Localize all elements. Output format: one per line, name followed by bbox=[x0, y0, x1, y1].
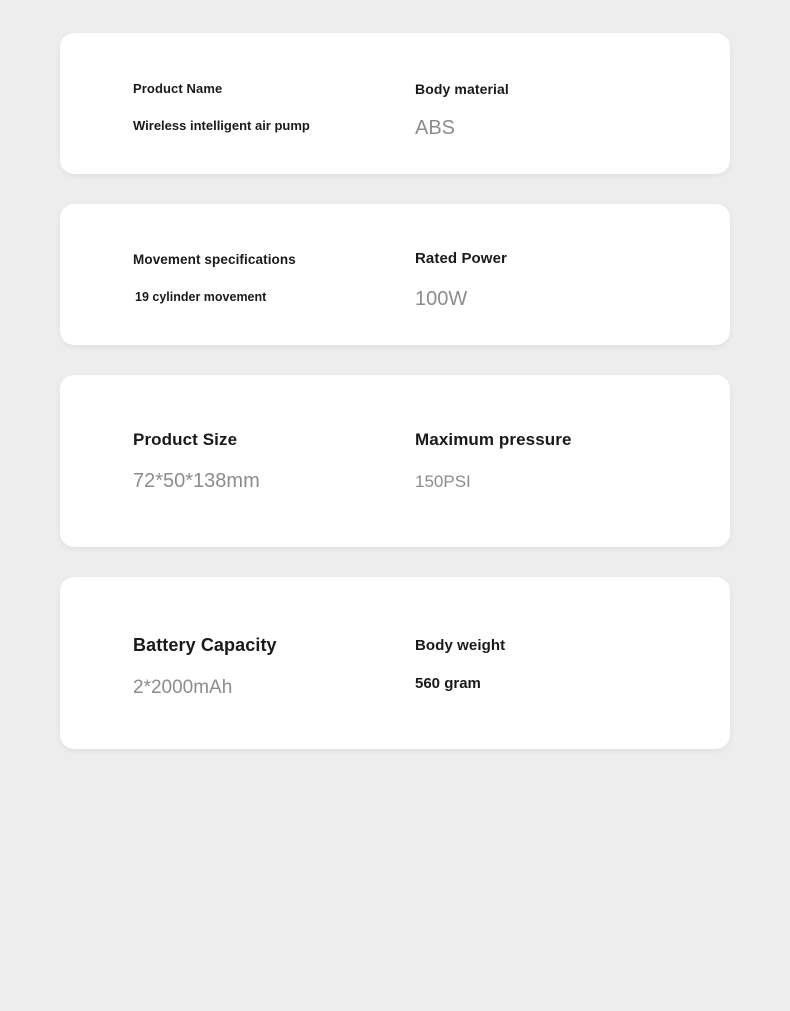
spec-value-body-weight: 560 gram bbox=[415, 675, 481, 692]
spec-card bbox=[60, 375, 730, 547]
spec-label-product-size: Product Size bbox=[133, 430, 238, 449]
spec-card bbox=[60, 204, 730, 345]
spec-value-product-size: 72*50*138mm bbox=[133, 470, 260, 492]
spec-label-product-name: Product Name bbox=[133, 81, 223, 96]
spec-card bbox=[60, 33, 730, 174]
spec-value-rated-power: 100W bbox=[415, 288, 468, 310]
spec-card-list bbox=[60, 33, 730, 779]
spec-label-body-material: Body material bbox=[415, 81, 509, 97]
spec-label-maximum-pressure: Maximum pressure bbox=[415, 430, 572, 449]
spec-value-product-name: Wireless intelligent air pump bbox=[133, 118, 310, 133]
spec-card bbox=[60, 577, 730, 749]
spec-value-body-material: ABS bbox=[415, 117, 456, 139]
spec-label-battery-capacity: Battery Capacity bbox=[133, 635, 277, 655]
spec-value-maximum-pressure: 150PSI bbox=[415, 472, 471, 491]
spec-label-movement-specifications: Movement specifications bbox=[133, 252, 296, 267]
spec-label-body-weight: Body weight bbox=[415, 637, 506, 654]
spec-value-battery-capacity: 2*2000mAh bbox=[133, 677, 233, 698]
spec-value-movement-specifications: 19 cylinder movement bbox=[135, 290, 267, 304]
spec-label-rated-power: Rated Power bbox=[415, 250, 507, 267]
